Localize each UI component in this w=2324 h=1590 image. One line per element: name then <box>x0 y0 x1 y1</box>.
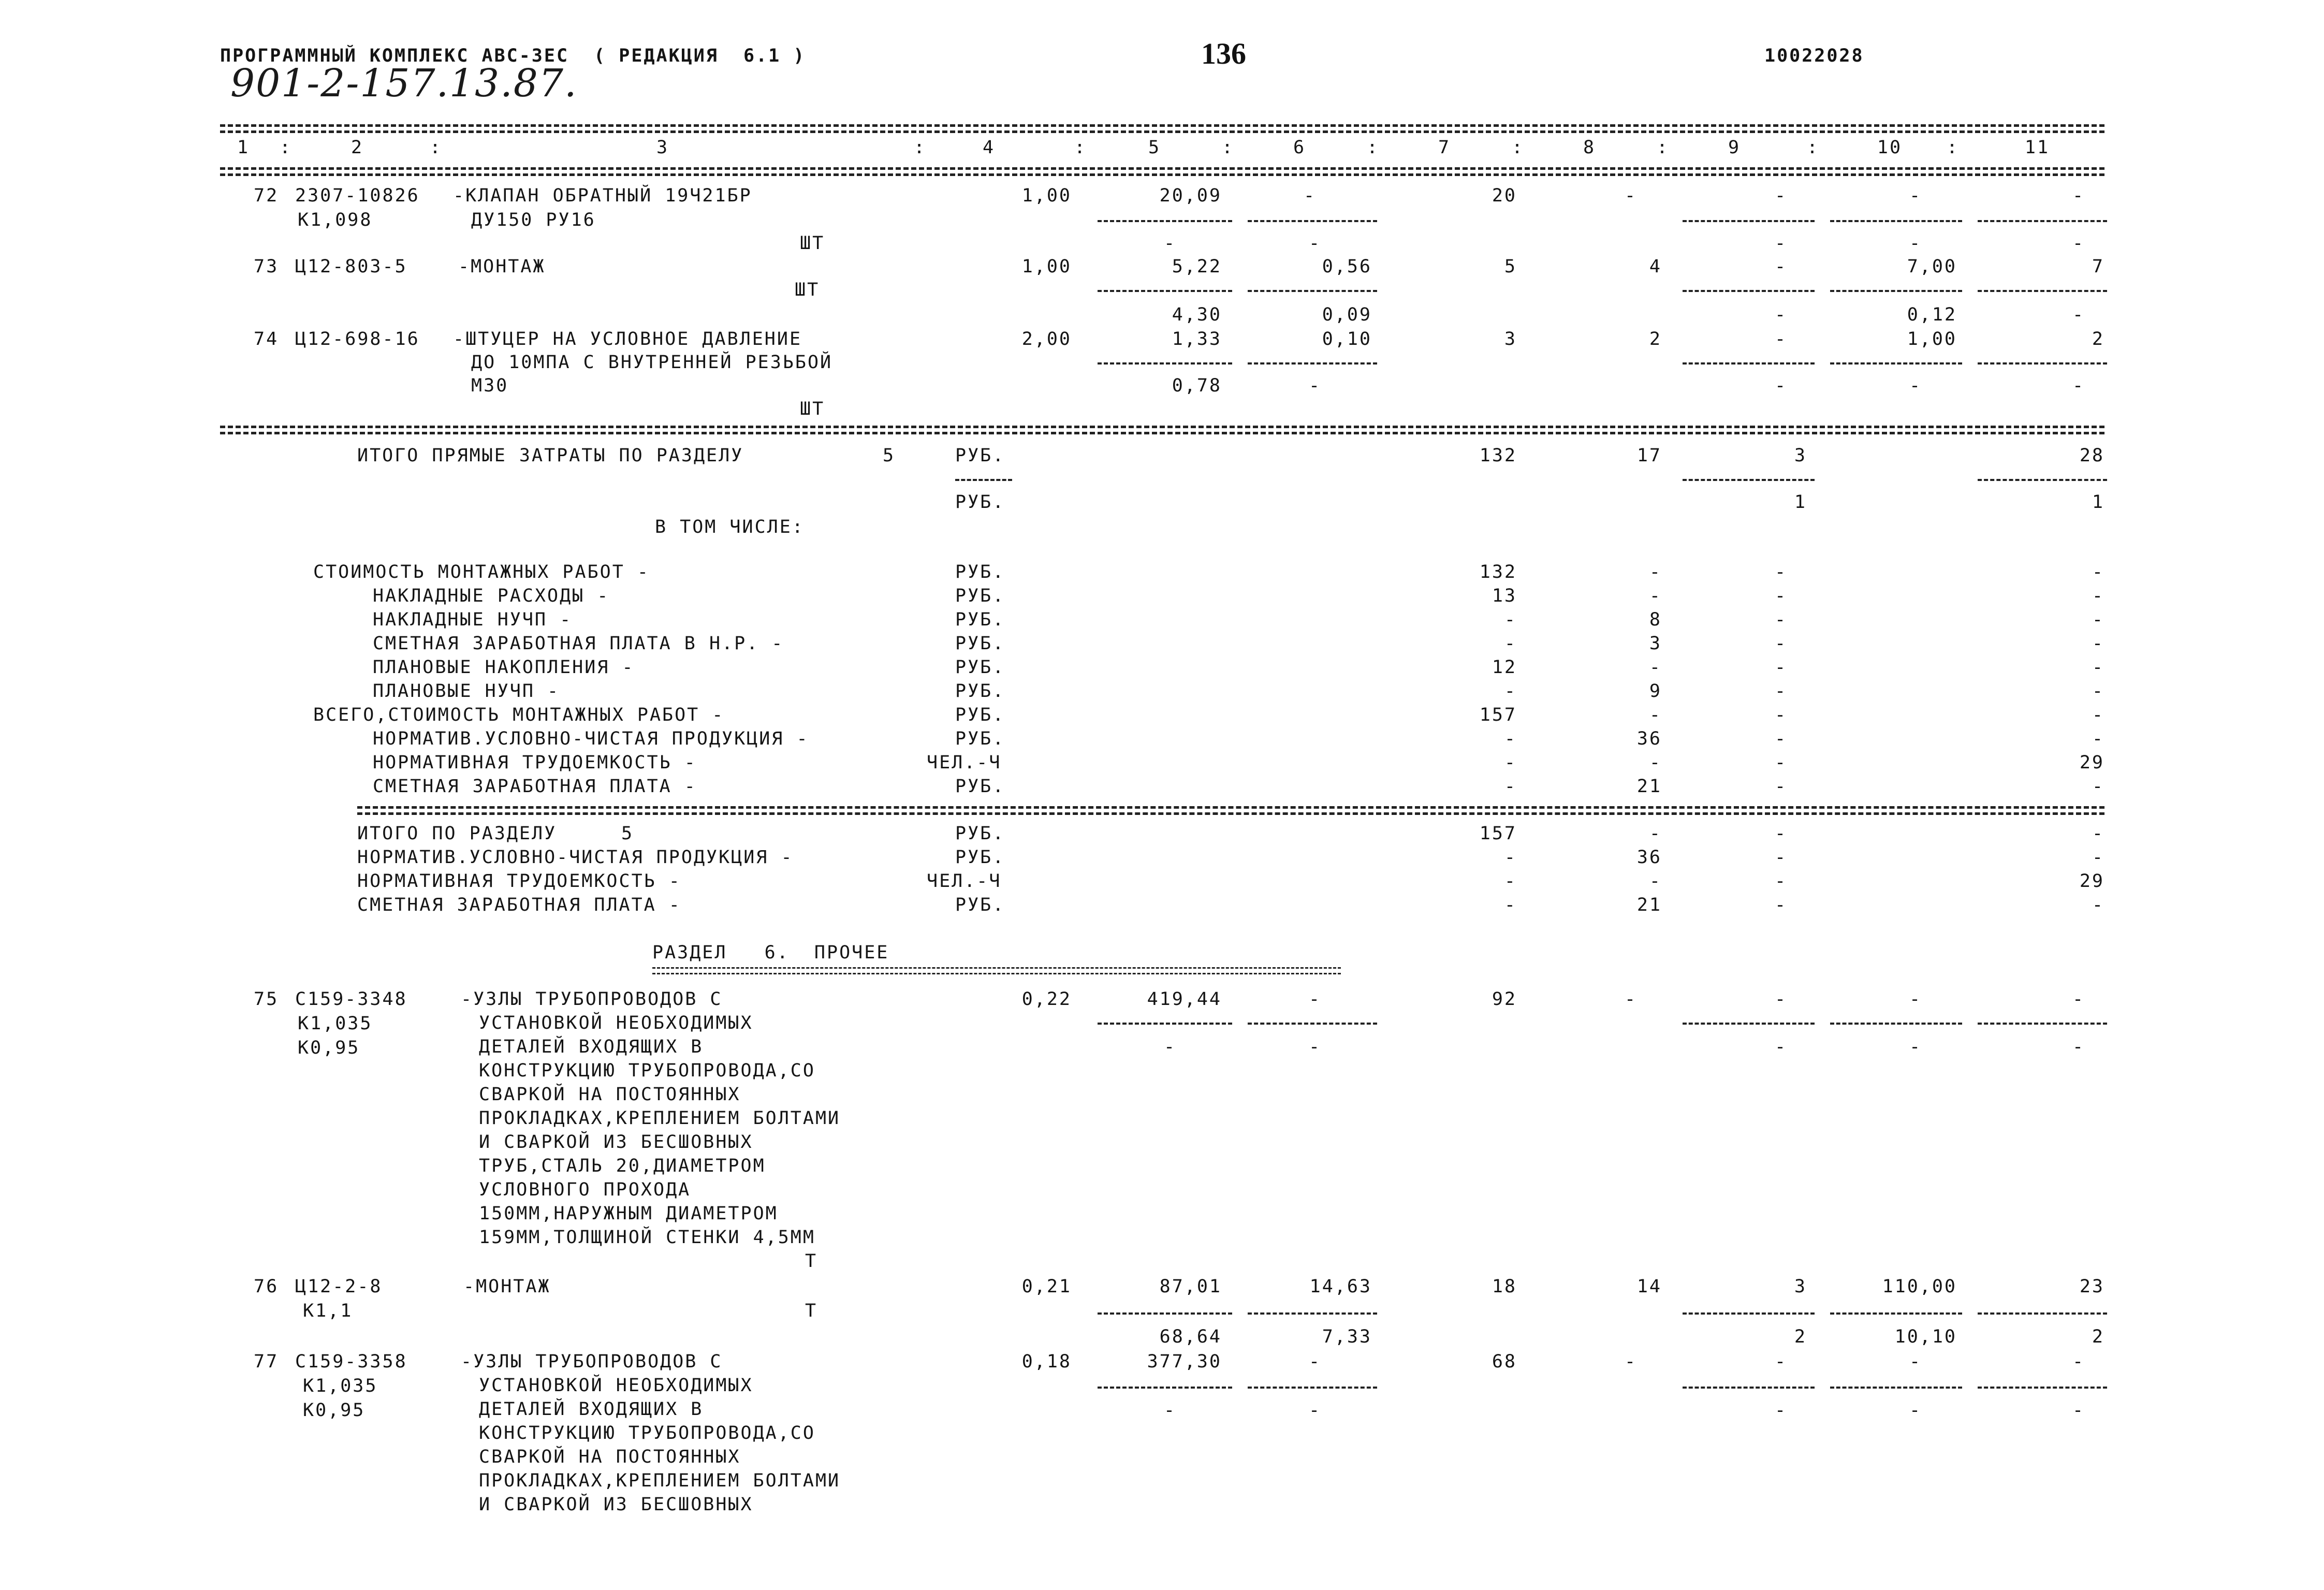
cell-c11: 29 <box>2079 871 2104 892</box>
row-description: СВАРКОЙ НА ПОСТОЯННЫХ <box>479 1084 741 1105</box>
row-coefficient: К1,1 <box>303 1301 353 1321</box>
cell-c8: 4 <box>1649 256 1662 277</box>
subtotal-rule <box>1830 220 1962 222</box>
cell-s11: - <box>2072 1037 2085 1057</box>
cell-c9: 3 <box>1794 445 1807 466</box>
cell-c6: - <box>1308 1351 1322 1372</box>
cell-s11: 2 <box>2092 1326 2104 1347</box>
cell-c8: 9 <box>1649 681 1662 702</box>
subtotal-rule <box>1248 362 1377 364</box>
unit: РУБ. <box>955 823 1005 844</box>
cell-c8: - <box>1649 657 1662 678</box>
cell-c6: 0,56 <box>1322 256 1372 277</box>
cell-c7: 18 <box>1492 1276 1517 1297</box>
cell-c11: - <box>2092 847 2104 868</box>
subtotal-rule <box>1683 220 1815 222</box>
cell-c11: - <box>2092 895 2104 915</box>
cell-c7: 132 <box>1479 445 1517 466</box>
cell-qty: 0,22 <box>1021 989 1072 1010</box>
cell-c7: 157 <box>1479 705 1517 725</box>
unit: ЧЕЛ.-Ч <box>927 871 1002 892</box>
cell-c8: - <box>1624 989 1638 1010</box>
cell-c11: - <box>2072 185 2085 206</box>
section-6-title: РАЗДЕЛ 6. ПРОЧЕЕ <box>652 942 889 963</box>
row-number: 75 <box>254 989 279 1010</box>
cell-c7: - <box>1504 728 1517 749</box>
cell-qty: 2,00 <box>1021 329 1072 349</box>
cell-c8: - <box>1649 705 1662 725</box>
cell-qty: 1,00 <box>1021 185 1072 206</box>
subtotal-rule <box>1978 1312 2107 1315</box>
cell-s6: - <box>1308 1037 1322 1057</box>
cell-c9: - <box>1774 871 1788 892</box>
subtotal-rule <box>1248 1387 1377 1389</box>
unit: РУБ. <box>955 445 1005 466</box>
cell-c8: - <box>1624 185 1638 206</box>
cell-c5: 419,44 <box>1147 989 1222 1010</box>
cell-c7: 5 <box>1504 256 1517 277</box>
row-description: КОНСТРУКЦИЮ ТРУБОПРОВОДА,СО <box>479 1060 815 1081</box>
cell-c9: - <box>1774 681 1788 702</box>
cell-s10: 10,10 <box>1894 1326 1957 1347</box>
row-description: -ШТУЦЕР НА УСЛОВНОЕ ДАВЛЕНИЕ <box>453 329 802 349</box>
row-description: 150ММ,НАРУЖНЫМ ДИАМЕТРОМ <box>479 1203 778 1224</box>
cell-c9: - <box>1774 185 1788 206</box>
document-code: 10022028 <box>1764 46 1864 66</box>
col-header-sep: : <box>1222 137 1235 158</box>
col-header-1: 1 <box>237 137 250 158</box>
cell-s6: - <box>1308 233 1322 254</box>
cell-s5: - <box>1163 1037 1177 1057</box>
cell-c8: 21 <box>1636 776 1662 797</box>
cell-c11: 28 <box>2079 445 2104 466</box>
cell-c8: 36 <box>1636 728 1662 749</box>
subtotal-rule <box>1098 1387 1232 1389</box>
row-description: ПРОКЛАДКАХ,КРЕПЛЕНИЕМ БОЛТАМИ <box>479 1470 841 1491</box>
cell-c8: - <box>1649 562 1662 582</box>
row-description: УСТАНОВКОЙ НЕОБХОДИМЫХ <box>479 1375 753 1396</box>
row-description: -УЗЛЫ ТРУБОПРОВОДОВ С <box>461 989 723 1010</box>
col-header-sep: : <box>1947 137 1960 158</box>
subtotal-rule <box>1683 362 1815 364</box>
row-coefficient-2: К0,95 <box>298 1038 360 1058</box>
header-top-rule <box>220 124 2104 127</box>
subtotal-rule <box>1830 362 1962 364</box>
cell-c9: - <box>1774 1351 1788 1372</box>
cell-s9: - <box>1774 233 1788 254</box>
cell-c8: - <box>1624 1351 1638 1372</box>
row-code: Ц12-698-16 <box>295 329 420 349</box>
row-unit: Т <box>805 1251 818 1272</box>
cell-c8: 21 <box>1636 895 1662 915</box>
col-header-sep: : <box>1074 137 1087 158</box>
section-total-label: НОРМАТИВ.УСЛОВНО-ЧИСТАЯ ПРОДУКЦИЯ - <box>357 847 794 868</box>
cell-c5: 1,33 <box>1172 329 1222 349</box>
cell-c9: - <box>1774 728 1788 749</box>
breakdown-unit: РУБ. <box>955 586 1005 606</box>
breakdown-unit: РУБ. <box>955 705 1005 725</box>
subtotal-rule <box>1098 362 1232 364</box>
row-description: ДЕТАЛЕЙ ВХОДЯЩИХ В <box>479 1037 704 1057</box>
cell-c8: 14 <box>1636 1276 1662 1297</box>
cell-c8: 36 <box>1636 847 1662 868</box>
col-header-6: 6 <box>1293 137 1306 158</box>
page-number: 136 <box>1201 37 1246 70</box>
cell-c5: 87,01 <box>1159 1276 1222 1297</box>
cell-c11: - <box>2092 562 2104 582</box>
including-heading: В ТОМ ЧИСЛЕ: <box>655 517 805 537</box>
program-title: ПРОГРАММНЫЙ КОМПЛЕКС АВС-ЗЕС ( РЕДАКЦИЯ 6.1 ) <box>220 46 806 66</box>
cell-s11: - <box>2072 304 2085 325</box>
cell-s10: 0,12 <box>1907 304 1957 325</box>
section-rule <box>220 426 2104 428</box>
breakdown-label: НАКЛАДНЫЕ РАСХОДЫ - <box>373 586 610 606</box>
cell-c6: 0,10 <box>1322 329 1372 349</box>
row-description-2: ДУ150 РУ16 <box>471 210 596 230</box>
cell-qty: 0,18 <box>1021 1351 1072 1372</box>
cell-c7: - <box>1504 871 1517 892</box>
cell-s9: - <box>1774 1037 1788 1057</box>
cell-c7: 20 <box>1492 185 1517 206</box>
row-description-2: ДО 10МПА С ВНУТРЕННЕЙ РЕЗЬБОЙ <box>471 352 833 373</box>
cell-c8: - <box>1649 752 1662 773</box>
cell-c11: - <box>2092 609 2104 630</box>
unit: РУБ. <box>955 847 1005 868</box>
cell-c7: - <box>1504 847 1517 868</box>
cell-c9: 3 <box>1794 1276 1807 1297</box>
cell-c7: 3 <box>1504 329 1517 349</box>
cell-c11: - <box>2092 586 2104 606</box>
unit-2: РУБ. <box>955 492 1005 513</box>
subtotal-rule <box>1248 290 1377 292</box>
breakdown-label: ПЛАНОВЫЕ НУЧП - <box>373 681 560 702</box>
breakdown-label: СМЕТНАЯ ЗАРАБОТНАЯ ПЛАТА - <box>373 776 697 797</box>
cell-s9: 2 <box>1794 1326 1807 1347</box>
row-coefficient: К1,035 <box>303 1376 378 1396</box>
subtotal-rule <box>1978 362 2107 364</box>
cell-s6: - <box>1308 1400 1322 1421</box>
subtotal-rule <box>1098 220 1232 222</box>
section-rule-2 <box>357 812 2104 815</box>
cell-c7: 157 <box>1479 823 1517 844</box>
row-description: ДЕТАЛЕЙ ВХОДЯЩИХ В <box>479 1399 704 1420</box>
cell-c10: 7,00 <box>1907 256 1957 277</box>
cell-c9: - <box>1774 256 1788 277</box>
subtotal-rule <box>1830 1023 1962 1025</box>
cell-c9: - <box>1774 847 1788 868</box>
cell-s5: 4,30 <box>1172 304 1222 325</box>
cell-c11: - <box>2092 823 2104 844</box>
cell-s9: - <box>1774 304 1788 325</box>
cell-c10: - <box>1909 1351 1922 1372</box>
cell-c10: - <box>1909 185 1922 206</box>
total-label: ИТОГО ПРЯМЫЕ ЗАТРАТЫ ПО РАЗДЕЛУ <box>357 445 744 466</box>
cell-s6: 0,09 <box>1322 304 1372 325</box>
breakdown-unit: РУБ. <box>955 633 1005 654</box>
cell-c11: - <box>2092 633 2104 654</box>
cell-s10: - <box>1909 375 1922 396</box>
cell-c5: 377,30 <box>1147 1351 1222 1372</box>
breakdown-unit: РУБ. <box>955 681 1005 702</box>
breakdown-unit: РУБ. <box>955 562 1005 582</box>
cell-s9: - <box>1774 1400 1788 1421</box>
col-header-sep: : <box>1657 137 1670 158</box>
cell-c8: - <box>1649 586 1662 606</box>
row-description: -УЗЛЫ ТРУБОПРОВОДОВ С <box>461 1351 723 1372</box>
cell-c7: - <box>1504 752 1517 773</box>
cell-c8: 3 <box>1649 633 1662 654</box>
col-header-sep: : <box>1367 137 1380 158</box>
cell-c7: 12 <box>1492 657 1517 678</box>
row-description-3: М30 <box>471 375 509 396</box>
subtotal-rule <box>1978 1387 2107 1389</box>
subtotal-rule <box>1978 479 2107 481</box>
col-header-3: 3 <box>656 137 669 158</box>
cell-c10: 1,00 <box>1907 329 1957 349</box>
unit: РУБ. <box>955 895 1005 915</box>
row-description: -КЛАПАН ОБРАТНЫЙ 19Ч21БР <box>453 185 752 206</box>
breakdown-label: СТОИМОСТЬ МОНТАЖНЫХ РАБОТ - <box>313 562 650 582</box>
subtotal-rule <box>1683 1312 1815 1315</box>
section-number: 5 <box>883 445 896 466</box>
subtotal-rule <box>1248 1312 1377 1315</box>
breakdown-label: НАКЛАДНЫЕ НУЧП - <box>373 609 573 630</box>
cell-c9: - <box>1774 989 1788 1010</box>
col-header-5: 5 <box>1148 137 1161 158</box>
subtotal-rule <box>1683 1023 1815 1025</box>
cell-c8: 8 <box>1649 609 1662 630</box>
section-total-label: ИТОГО ПО РАЗДЕЛУ <box>357 823 557 844</box>
cell-s5: - <box>1163 233 1177 254</box>
breakdown-label: ВСЕГО,СТОИМОСТЬ МОНТАЖНЫХ РАБОТ - <box>313 705 725 725</box>
cell-c6: 14,63 <box>1309 1276 1372 1297</box>
col-header-sep: : <box>430 137 443 158</box>
cell-c11: - <box>2092 728 2104 749</box>
subtotal-rule <box>1978 290 2107 292</box>
header-bottom-rule <box>220 167 2104 170</box>
cell-s5: - <box>1163 1400 1177 1421</box>
row-unit: ШТ <box>800 399 825 419</box>
row-coefficient-2: К0,95 <box>303 1400 366 1421</box>
cell-c7: 132 <box>1479 562 1517 582</box>
cell-c9: - <box>1774 562 1788 582</box>
cell-c7: - <box>1504 895 1517 915</box>
subtotal-rule <box>1098 290 1232 292</box>
row-description: УСЛОВНОГО ПРОХОДА <box>479 1179 691 1200</box>
cell-qty: 0,21 <box>1021 1276 1072 1297</box>
cell-c11: - <box>2072 989 2085 1010</box>
col-header-sep: : <box>1807 137 1820 158</box>
row-description: ТРУБ,СТАЛЬ 20,ДИАМЕТРОМ <box>479 1156 766 1176</box>
cell-c7: - <box>1504 776 1517 797</box>
section-rule <box>357 806 2104 809</box>
subtotal-rule <box>1830 290 1962 292</box>
breakdown-label: НОРМАТИВНАЯ ТРУДОЕМКОСТЬ - <box>373 752 697 773</box>
cell-s10: - <box>1909 1037 1922 1057</box>
row-number: 74 <box>254 329 279 349</box>
col-header-8: 8 <box>1583 137 1596 158</box>
cell-c7: - <box>1504 681 1517 702</box>
col-header-4: 4 <box>982 137 996 158</box>
breakdown-label: СМЕТНАЯ ЗАРАБОТНАЯ ПЛАТА В Н.Р. - <box>373 633 784 654</box>
row-code: Ц12-2-8 <box>295 1276 383 1297</box>
cell-c11: 7 <box>2092 256 2104 277</box>
row-description: 159ММ,ТОЛЩИНОЙ СТЕНКИ 4,5ММ <box>479 1227 815 1248</box>
subtotal-rule <box>1683 479 1815 481</box>
cell-c9: - <box>1774 705 1788 725</box>
cell-c9: - <box>1774 752 1788 773</box>
cell-c9: - <box>1774 895 1788 915</box>
cell-s11: - <box>2072 233 2085 254</box>
row-coefficient: К1,098 <box>298 210 373 230</box>
subtotal-rule <box>1978 1023 2107 1025</box>
handwritten-project-number: 901-2-157.13.87. <box>230 61 578 106</box>
cell-c8: - <box>1649 823 1662 844</box>
row-description: ПРОКЛАДКАХ,КРЕПЛЕНИЕМ БОЛТАМИ <box>479 1108 841 1129</box>
cell-c9: - <box>1774 657 1788 678</box>
subtotal-rule <box>1098 1312 1232 1315</box>
cell-c8: - <box>1649 871 1662 892</box>
cell-c10: 110,00 <box>1882 1276 1957 1297</box>
cell-s5: 68,64 <box>1159 1326 1222 1347</box>
cell-s10: - <box>1909 233 1922 254</box>
row-description: -МОНТАЖ <box>458 256 546 277</box>
section-total-label: СМЕТНАЯ ЗАРАБОТНАЯ ПЛАТА - <box>357 895 681 915</box>
row-code: Ц12-803-5 <box>295 256 407 277</box>
subtotal-rule <box>1978 220 2107 222</box>
breakdown-unit: ЧЕЛ.-Ч <box>927 752 1002 773</box>
cell-c11: 23 <box>2079 1276 2104 1297</box>
col-header-2: 2 <box>350 137 364 158</box>
header-bottom-rule-2 <box>220 173 2104 176</box>
cell-s6: 7,33 <box>1322 1326 1372 1347</box>
col-header-10: 10 <box>1877 137 1903 158</box>
cell-s5: 0,78 <box>1172 375 1222 396</box>
cell-c8: 17 <box>1636 445 1662 466</box>
cell-c5: 5,22 <box>1172 256 1222 277</box>
row-description: -МОНТАЖ <box>463 1276 551 1297</box>
row-number: 76 <box>254 1276 279 1297</box>
cell-s9: - <box>1774 375 1788 396</box>
col-header-sep: : <box>1512 137 1525 158</box>
header-top-rule-2 <box>220 130 2104 133</box>
subtotal-rule <box>955 479 1012 481</box>
cell-c9: - <box>1774 823 1788 844</box>
cell-c6: - <box>1308 989 1322 1010</box>
row-description: СВАРКОЙ НА ПОСТОЯННЫХ <box>479 1447 741 1467</box>
cell-s9: 1 <box>1794 492 1807 513</box>
cell-c9: - <box>1774 329 1788 349</box>
row-coefficient: К1,035 <box>298 1013 373 1034</box>
row-description: И СВАРКОЙ ИЗ БЕСШОВНЫХ <box>479 1132 753 1153</box>
cell-c9: - <box>1774 609 1788 630</box>
subtotal-rule <box>1098 1023 1232 1025</box>
col-header-9: 9 <box>1728 137 1741 158</box>
section-rule-2 <box>220 432 2104 434</box>
cell-c7: - <box>1504 633 1517 654</box>
cell-c9: - <box>1774 586 1788 606</box>
breakdown-unit: РУБ. <box>955 728 1005 749</box>
cell-c7: 92 <box>1492 989 1517 1010</box>
cell-c7: 68 <box>1492 1351 1517 1372</box>
cell-c11: - <box>2092 776 2104 797</box>
cell-c7: 13 <box>1492 586 1517 606</box>
section-number: 5 <box>621 823 634 844</box>
cell-s11: - <box>2072 375 2085 396</box>
subtotal-rule <box>1830 1312 1962 1315</box>
row-description: УСТАНОВКОЙ НЕОБХОДИМЫХ <box>479 1013 753 1033</box>
col-header-7: 7 <box>1438 137 1451 158</box>
cell-s6: - <box>1308 375 1322 396</box>
cell-c11: 2 <box>2092 329 2104 349</box>
subtotal-rule <box>1248 220 1377 222</box>
section-total-label: НОРМАТИВНАЯ ТРУДОЕМКОСТЬ - <box>357 871 681 892</box>
cell-c10: - <box>1909 989 1922 1010</box>
cell-c6: - <box>1303 185 1317 206</box>
row-unit: Т <box>805 1301 818 1321</box>
breakdown-label: НОРМАТИВ.УСЛОВНО-ЧИСТАЯ ПРОДУКЦИЯ - <box>373 728 809 749</box>
row-code: С159-3358 <box>295 1351 407 1372</box>
breakdown-unit: РУБ. <box>955 609 1005 630</box>
col-header-sep: : <box>914 137 927 158</box>
cell-c7: - <box>1504 609 1517 630</box>
col-header-sep: : <box>280 137 293 158</box>
cell-c9: - <box>1774 776 1788 797</box>
cell-c11: - <box>2092 657 2104 678</box>
cell-s11: 1 <box>2092 492 2104 513</box>
cell-c11: - <box>2092 705 2104 725</box>
subtotal-rule <box>1248 1023 1377 1025</box>
row-number: 72 <box>254 185 279 206</box>
cell-s11: - <box>2072 1400 2085 1421</box>
subtotal-rule <box>1830 1387 1962 1389</box>
breakdown-unit: РУБ. <box>955 776 1005 797</box>
cell-c11: - <box>2072 1351 2085 1372</box>
breakdown-label: ПЛАНОВЫЕ НАКОПЛЕНИЯ - <box>373 657 635 678</box>
cell-c11: - <box>2092 681 2104 702</box>
col-header-11: 11 <box>2024 137 2050 158</box>
row-code: С159-3348 <box>295 989 407 1010</box>
row-number: 73 <box>254 256 279 277</box>
row-description: И СВАРКОЙ ИЗ БЕСШОВНЫХ <box>479 1494 753 1515</box>
row-unit: ШТ <box>800 233 825 254</box>
cell-c8: 2 <box>1649 329 1662 349</box>
cell-c5: 20,09 <box>1159 185 1222 206</box>
cell-s10: - <box>1909 1400 1922 1421</box>
cell-c9: - <box>1774 633 1788 654</box>
row-unit: ШТ <box>795 280 820 300</box>
row-code: 2307-10826 <box>295 185 420 206</box>
breakdown-unit: РУБ. <box>955 657 1005 678</box>
subtotal-rule <box>1683 1387 1815 1389</box>
cell-qty: 1,00 <box>1021 256 1072 277</box>
cell-c11: 29 <box>2079 752 2104 773</box>
subtotal-rule <box>1683 290 1815 292</box>
row-description: КОНСТРУКЦИЮ ТРУБОПРОВОДА,СО <box>479 1423 815 1443</box>
section-6-underline <box>652 967 1341 974</box>
row-number: 77 <box>254 1351 279 1372</box>
